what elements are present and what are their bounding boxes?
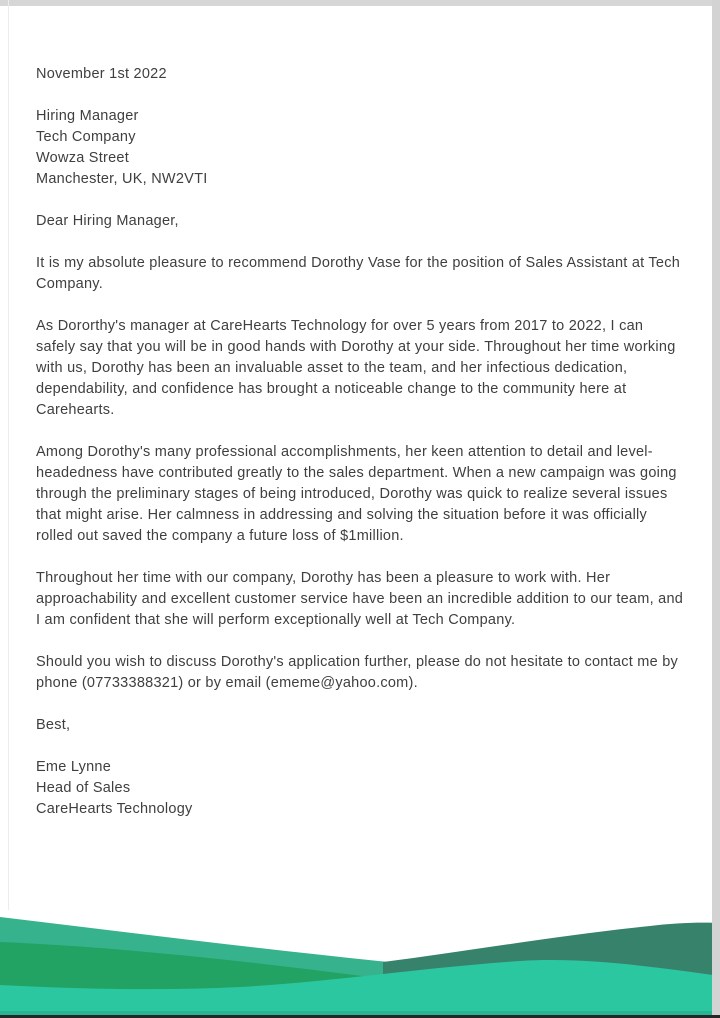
page-border-left-line [8, 0, 9, 910]
signature-name: Eme Lynne [36, 759, 112, 775]
footer-wave-graphic [0, 888, 720, 1018]
signature-title: Head of Sales [36, 780, 131, 796]
signature-block [36, 757, 686, 820]
recipient-line: Hiring Manager [36, 108, 139, 124]
page-border-right [712, 0, 720, 1018]
paragraph-endorsement: Throughout her time with our company, Dorothy has been a pleasure to work with. Her approachability and excellent customer service have been an incredible addition to our team, and I am confident that she will perform exceptionally well at Tech Company. [36, 570, 684, 628]
letter-date: November 1st 2022 [36, 66, 167, 82]
paragraph-contact: Should you wish to discuss Dorothy's application further, please do not hesitate to contact me by phone (07733388321) or by email (ememe@yahoo.com). [36, 654, 679, 691]
paragraph-accomplishments: Among Dorothy's many professional accomplishments, her keen attention to detail and level-headedness have contributed greatly to the sales department. When a new campaign was going through the preliminary stages of being introduced, Dorothy was quick to realize several issues that might arise. Her calmness in addressing and solving the situation before it was officially rolled out saved the company a future loss of $1million. [36, 444, 677, 544]
signature-company: CareHearts Technology [36, 801, 193, 817]
closing: Best, [36, 717, 71, 733]
recipient-line: Manchester, UK, NW2VTI [36, 171, 208, 187]
salutation: Dear Hiring Manager, [36, 213, 179, 229]
page-border-top [0, 0, 720, 6]
paragraph-experience: As Dororthy's manager at CareHearts Technology for over 5 years from 2017 to 2022, I can safely say that you will be in good hands with Dorothy at your side. Throughout her time working with us, Dorothy has been an invaluable asset to the team, and her infectious dedication, dependability, and confidence has brought a noticeable change to the community here at Carehearts. [36, 318, 676, 418]
paragraph-intro: It is my absolute pleasure to recommend Dorothy Vase for the position of Sales Assistant at Tech Company. [36, 255, 681, 292]
recipient-address [36, 106, 686, 190]
recipient-line: Tech Company [36, 129, 136, 145]
recipient-line: Wowza Street [36, 150, 129, 166]
